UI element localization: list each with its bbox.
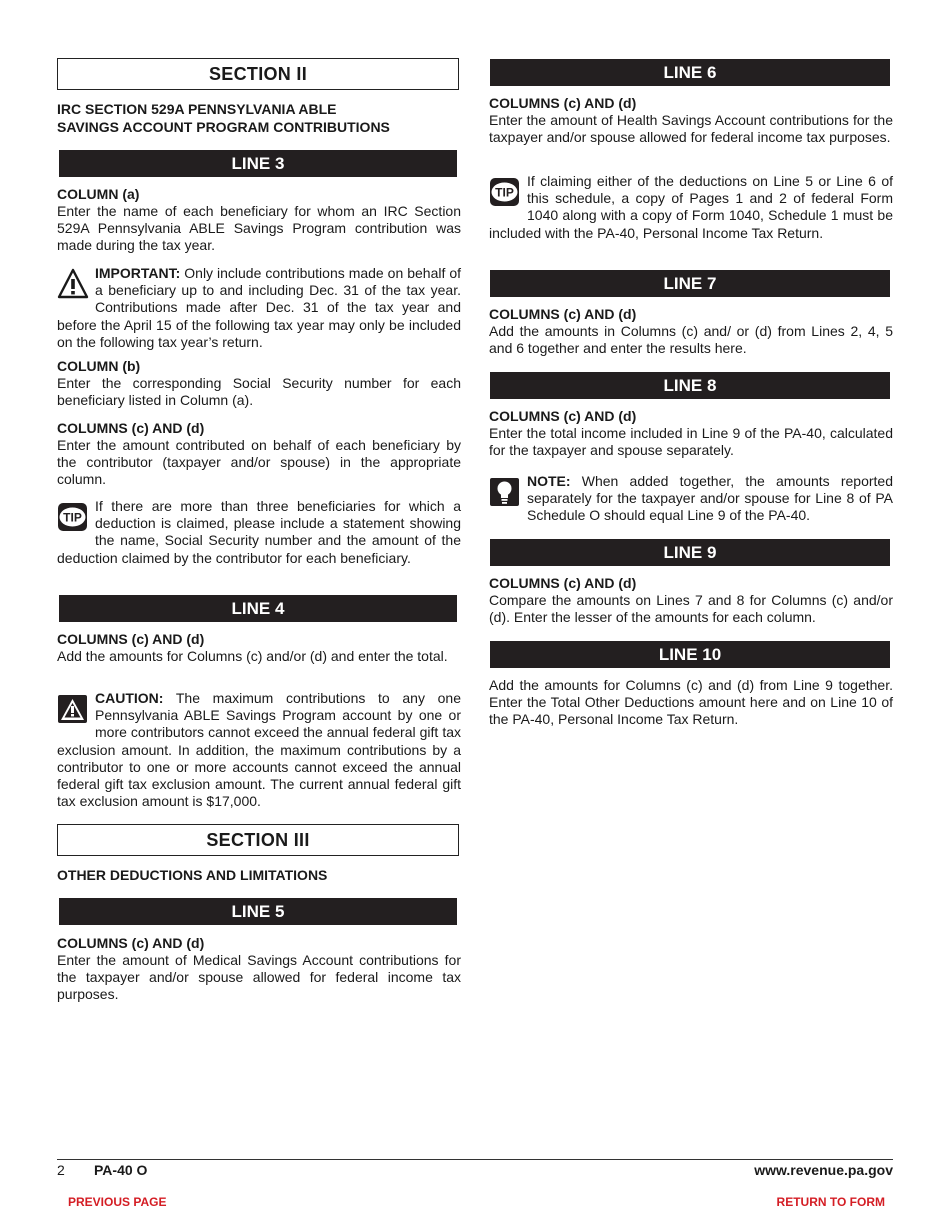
line-5-heading: COLUMNS (c) AND (d): [57, 935, 205, 951]
tip-icon-label: TIP: [495, 185, 514, 200]
form-name: PA-40 O: [94, 1162, 148, 1178]
line-8-note: [489, 473, 893, 525]
line-10-text: Add the amounts for Columns (c) and (d) from Line 9 together. Enter the Total Other Deductions amount here and on Line 10 of the PA-40, Personal Income Tax Return.: [489, 677, 893, 728]
note-text: When added together, the amounts reported separately for the taxpayer and/or spouse for Line 8 of PA Schedule O should equal Line 9 of the PA-40.: [527, 473, 894, 524]
line-7-heading: COLUMNS (c) AND (d): [489, 306, 637, 322]
line-3-column-b-heading: COLUMN (b): [57, 358, 141, 374]
line-6-header: LINE 6: [490, 59, 890, 86]
lightbulb-icon: [489, 475, 521, 509]
line-8-text: Enter the total income included in Line 9 of the PA-40, calculated for the taxpayer and spouse separately.: [489, 425, 893, 459]
tip-icon: [489, 175, 521, 209]
section-ii-title: SECTION II: [57, 58, 459, 90]
line-7-header: LINE 7: [490, 270, 890, 297]
line-8-heading: COLUMNS (c) AND (d): [489, 408, 637, 424]
line-4-header: LINE 4: [59, 595, 457, 622]
section-ii-subtitle-line2: SAVINGS ACCOUNT PROGRAM CONTRIBUTIONS: [57, 119, 390, 135]
line-6-tip-text: If claiming either of the deductions on Line 5 or Line 6 of this schedule, a copy of Pages 1 and 2 of federal Form 1040 along with a copy of Form 1040, Schedule 1 must be included with the PA-40, Personal Income Tax Return.: [489, 173, 893, 241]
line-4-caution-note: [57, 690, 461, 810]
caution-text: The maximum contributions to any one Pennsylvania ABLE Savings Program account by one or more contributors cannot exceed the annual federal gift tax exclusion amount. In addition, the maximum contributions by a contributor to one or more accounts cannot exceed the annual federal gift tax exclusion amount. The current annual federal gift tax exclusion amount is $17,000.: [57, 690, 461, 810]
line-3-tip-note: [57, 498, 461, 567]
line-9-header: LINE 9: [490, 539, 890, 566]
line-3-header: LINE 3: [59, 150, 457, 177]
section-iii-subtitle: OTHER DEDUCTIONS AND LIMITATIONS: [57, 867, 328, 883]
line-3-columns-cd-heading: COLUMNS (c) AND (d): [57, 420, 205, 436]
line-3-column-a-text: Enter the name of each beneficiary for whom an IRC Section 529A Pennsylvania ABLE Savings Program contribution was made during the tax year.: [57, 203, 461, 254]
important-text: Only include contributions made on behalf of a beneficiary up to and including Dec. 31 of the tax year. Contributions made after Dec. 31 of the tax year and before the April 15 of the following tax year may only be included on the following tax year’s return.: [57, 265, 462, 350]
line-6-tip-note: [489, 173, 893, 242]
line-7-text: Add the amounts in Columns (c) and/ or (d) from Lines 2, 4, 5 and 6 together and enter the results here.: [489, 323, 893, 357]
warning-icon: [57, 267, 89, 301]
caution-icon: [57, 692, 89, 726]
line-8-header: LINE 8: [490, 372, 890, 399]
previous-page-link[interactable]: PREVIOUS PAGE: [68, 1195, 167, 1209]
page-number: 2: [57, 1162, 65, 1178]
tip-text: If there are more than three beneficiaries for which a deduction is claimed, please include a statement showing the name, Social Security number and the amount of the deduction claimed by the contributor for each beneficiary.: [57, 498, 461, 566]
line-10-header: LINE 10: [490, 641, 890, 668]
line-4-text: Add the amounts for Columns (c) and/or (d) and enter the total.: [57, 648, 448, 664]
line-5-text: Enter the amount of Medical Savings Account contributions for the taxpayer and/or spouse allowed for federal income tax purposes.: [57, 952, 461, 1003]
website-url: www.revenue.pa.gov: [754, 1162, 893, 1178]
line-9-text: Compare the amounts on Lines 7 and 8 for Columns (c) and/or (d). Enter the lesser of the amounts for each column.: [489, 592, 893, 626]
note-label: NOTE:: [527, 473, 571, 489]
caution-label: CAUTION:: [95, 690, 164, 706]
section-iii-title: SECTION III: [57, 824, 459, 856]
tip-icon: [57, 500, 89, 534]
important-label: IMPORTANT:: [95, 265, 181, 281]
line-4-heading: COLUMNS (c) AND (d): [57, 631, 205, 647]
line-6-text: Enter the amount of Health Savings Account contributions for the taxpayer and/or spouse allowed for federal income tax purposes.: [489, 112, 893, 146]
section-ii-subtitle-line1: IRC SECTION 529A PENNSYLVANIA ABLE: [57, 101, 337, 117]
line-9-heading: COLUMNS (c) AND (d): [489, 575, 637, 591]
tip-icon-label: TIP: [63, 510, 82, 525]
line-5-header: LINE 5: [59, 898, 457, 925]
line-3-columns-cd-text: Enter the amount contributed on behalf of each beneficiary by the contributor (taxpayer and/or spouse) in the appropriate column.: [57, 437, 461, 488]
return-to-form-link[interactable]: RETURN TO FORM: [776, 1195, 885, 1209]
footer-divider: [57, 1159, 893, 1160]
line-3-important-note: [57, 265, 461, 351]
line-3-column-b-text: Enter the corresponding Social Security number for each beneficiary listed in Column (a).: [57, 375, 461, 409]
line-6-heading: COLUMNS (c) AND (d): [489, 95, 637, 111]
line-3-column-a-heading: COLUMN (a): [57, 186, 140, 202]
